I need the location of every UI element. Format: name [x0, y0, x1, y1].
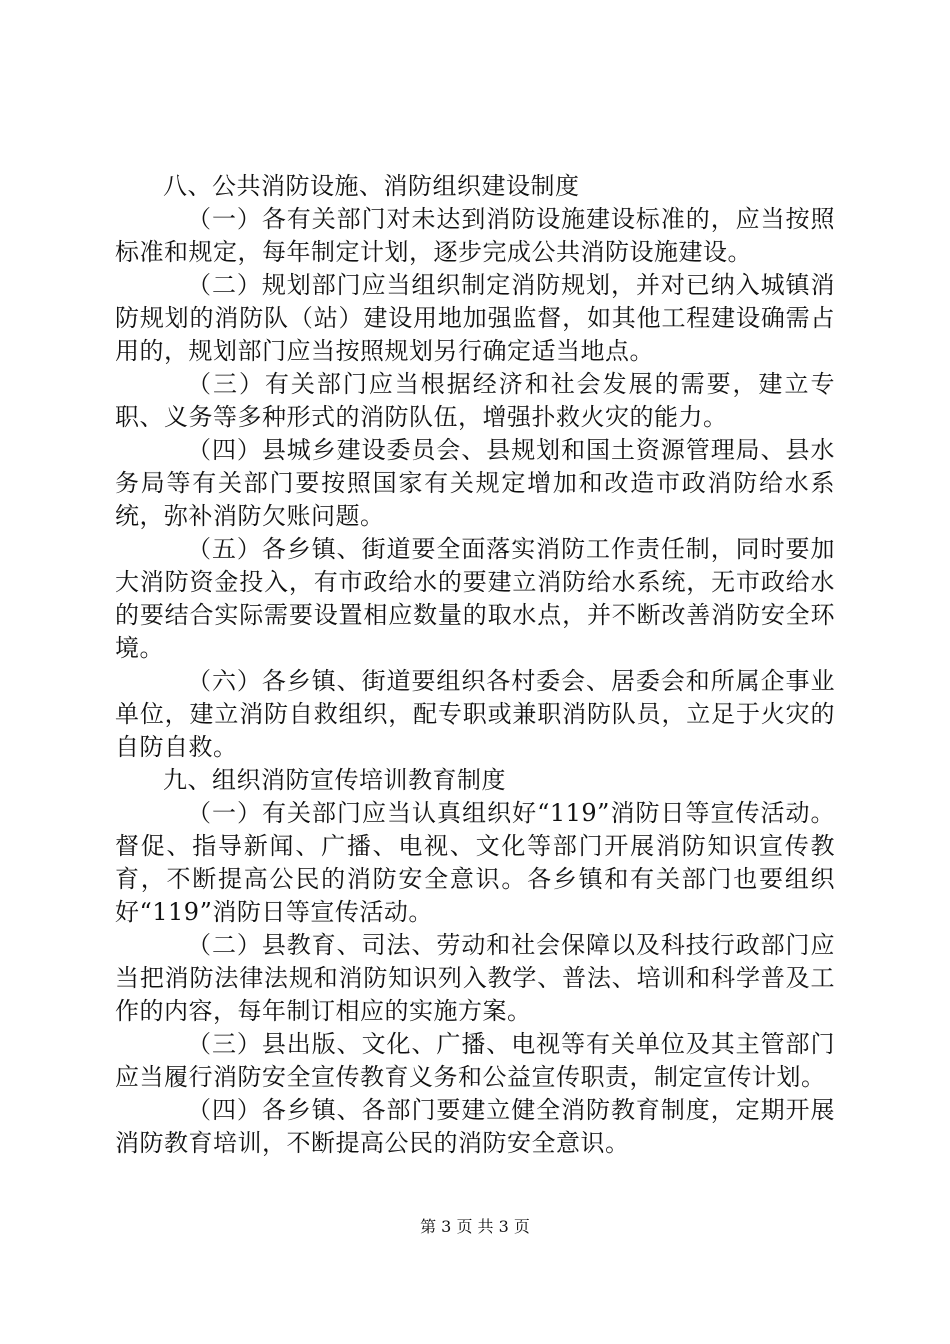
paragraph-9-2: （二）县教育、司法、劳动和社会保障以及科技行政部门应当把消防法律法规和消防知识列入教学、普法、培训和科学普及工作的内容，每年制订相应的实施方案。: [115, 931, 835, 1025]
paragraph-8-5: （五）各乡镇、街道要全面落实消防工作责任制，同时要加大消防资金投入，有市政给水的要建立消防给水系统，无市政给水的要结合实际需要设置相应数量的取水点，并不断改善消防安全环境。: [115, 535, 835, 662]
paragraph-9-4: （四）各乡镇、各部门要建立健全消防教育制度，定期开展消防教育培训，不断提高公民的消防安全意识。: [115, 1096, 835, 1157]
paragraph-9-1: （一）有关部门应当认真组织好“119”消防日等宣传活动。督促、指导新闻、广播、电视、文化等部门开展消防知识宣传教育，不断提高公民的消防安全意识。各乡镇和有关部门也要组织好“119”消防日等宣传活动。: [115, 799, 835, 926]
paragraph-8-2: （二）规划部门应当组织制定消防规划，并对已纳入城镇消防规划的消防队（站）建设用地加强监督，如其他工程建设确需占用的，规划部门应当按照规划另行确定适当地点。: [115, 271, 835, 365]
paragraph-8-4: （四）县城乡建设委员会、县规划和国土资源管理局、县水务局等有关部门要按照国家有关规定增加和改造市政消防给水系统，弥补消防欠账问题。: [115, 436, 835, 530]
document-body: [115, 170, 835, 1160]
section-heading-8: 八、公共消防设施、消防组织建设制度: [163, 172, 580, 200]
paragraph-8-3: （三）有关部门应当根据经济和社会发展的需要，建立专职、义务等多种形式的消防队伍，增强扑救火灾的能力。: [115, 370, 835, 431]
paragraph-9-3: （三）县出版、文化、广播、电视等有关单位及其主管部门应当履行消防安全宣传教育义务和公益宣传职责，制定宣传计划。: [115, 1030, 835, 1091]
paragraph-8-6: （六）各乡镇、街道要组织各村委会、居委会和所属企事业单位，建立消防自救组织，配专职或兼职消防队员，立足于火灾的自防自救。: [115, 667, 835, 761]
paragraph-8-1: （一）各有关部门对未达到消防设施建设标准的，应当按照标准和规定，每年制定计划，逐步完成公共消防设施建设。: [115, 205, 835, 266]
page-footer: 第 3 页 共 3 页: [420, 1217, 530, 1236]
section-heading-9: 九、组织消防宣传培训教育制度: [163, 766, 506, 794]
